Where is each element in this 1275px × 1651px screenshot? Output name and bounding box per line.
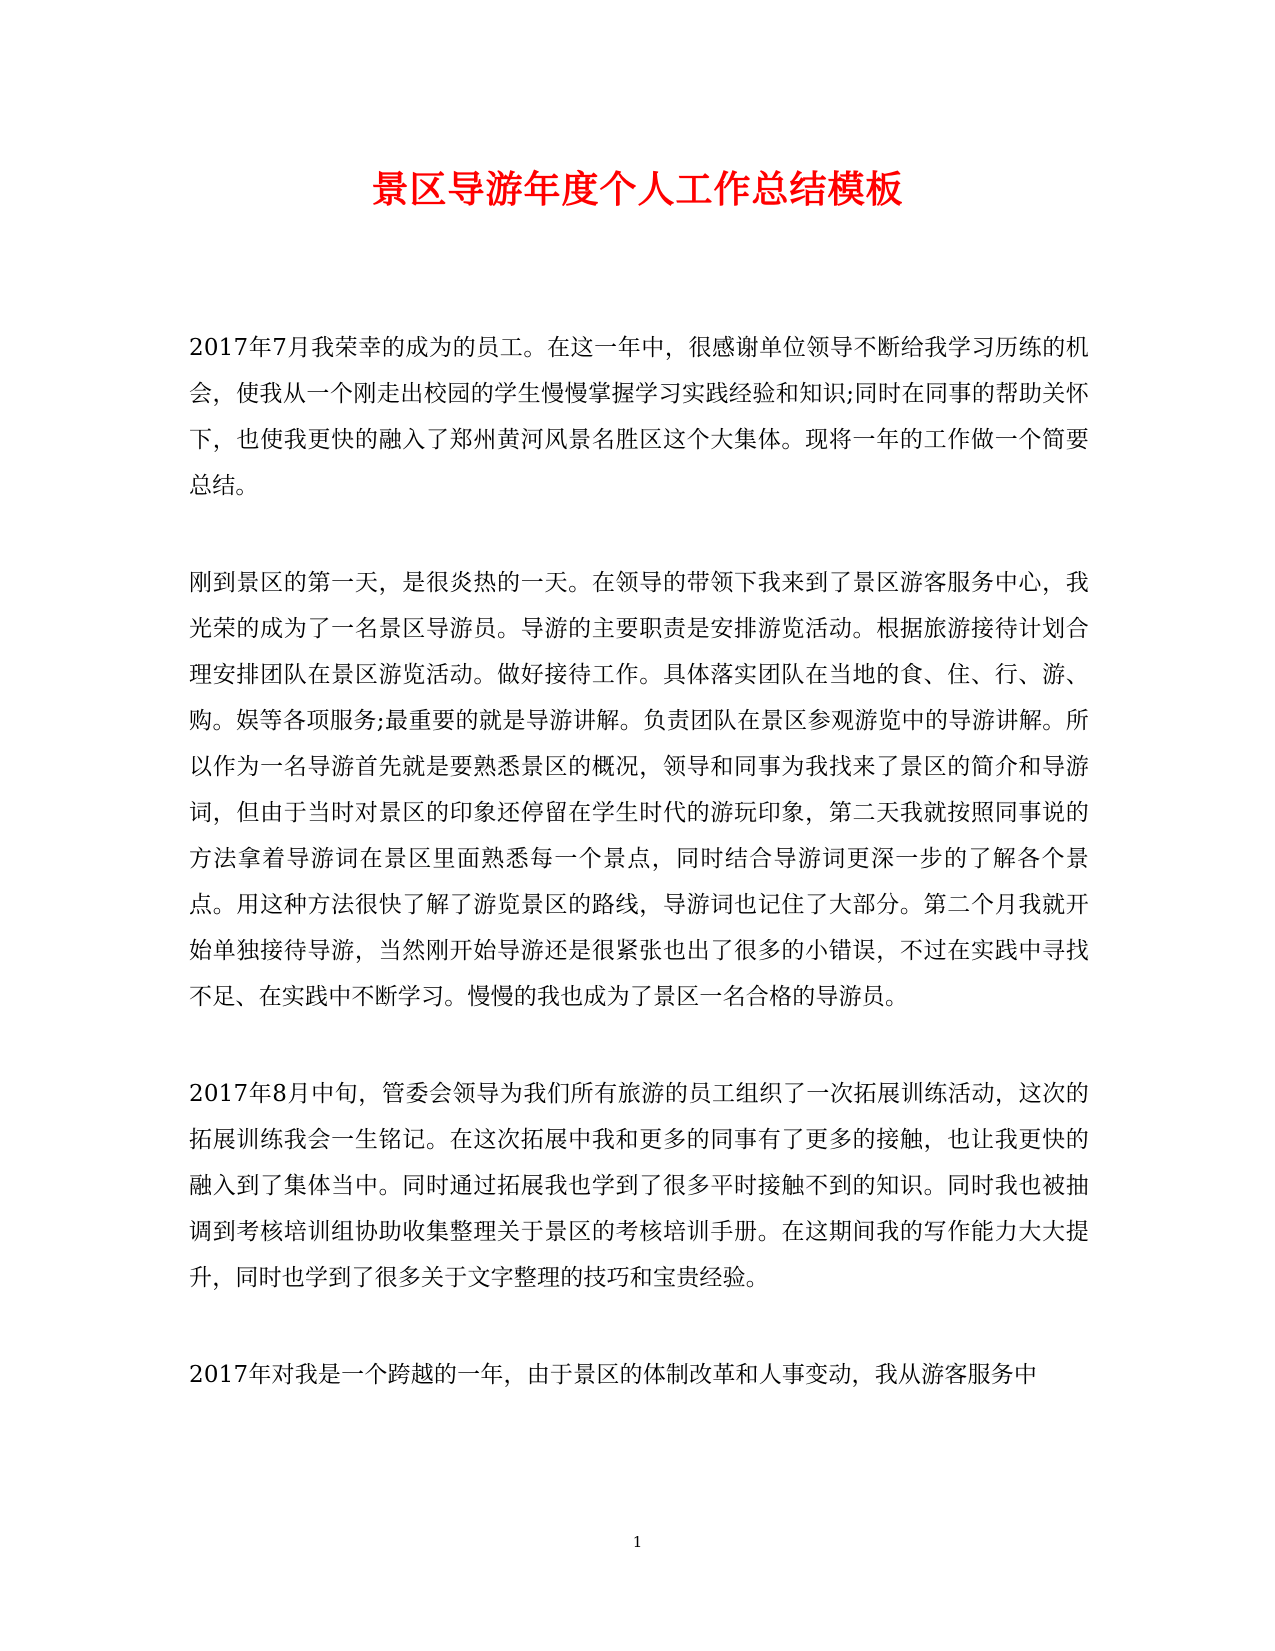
page-number: 1 <box>632 1533 643 1551</box>
paragraph-2: 刚到景区的第一天，是很炎热的一天。在领导的带领下我来到了景区游客服务中心，我光荣的成为了一名景区导游员。导游的主要职责是安排游览活动。根据旅游接待计划合理安排团队在景区游览活动。做好接待工作。具体落实团队在当地的食、住、行、游、购。娱等各项服务;最重要的就是导游讲解。负责团队在景区参观游览中的导游讲解。所以作为一名导游首先就是要熟悉景区的概况，领导和同事为我找来了景区的简介和导游词，但由于当时对景区的印象还停留在学生时代的游玩印象，第二天我就按照同事说的方法拿着导游词在景区里面熟悉每一个景点，同时结合导游词更深一步的了解各个景点。用这种方法很快了解了游览景区的路线，导游词也记住了大部分。第二个月我就开始单独接待导游，当然刚开始导游还是很紧张也出了很多的小错误，不过在实践中寻找不足、在实践中不断学习。慢慢的我也成为了景区一名合格的导游员。 <box>189 570 1089 1010</box>
paragraph-4: 2017年对我是一个跨越的一年，由于景区的体制改革和人事变动，我从游客服务中 <box>189 1362 1038 1388</box>
document-body <box>189 325 1089 1449</box>
paragraph-3: 2017年8月中旬，管委会领导为我们所有旅游的员工组织了一次拓展训练活动，这次的拓展训练我会一生铭记。在这次拓展中我和更多的同事有了更多的接触，也让我更快的融入到了集体当中。同时通过拓展我也学到了很多平时接触不到的知识。同时我也被抽调到考核培训组协助收集整理关于景区的考核培训手册。在这期间我的写作能力大大提升，同时也学到了很多关于文字整理的技巧和宝贵经验。 <box>189 1081 1089 1291</box>
document-title: 景区导游年度个人工作总结模板 <box>371 167 904 211</box>
paragraph-1: 2017年7月我荣幸的成为的员工。在这一年中，很感谢单位领导不断给我学习历练的机会，使我从一个刚走出校园的学生慢慢掌握学习实践经验和知识;同时在同事的帮助关怀下，也使我更快的融入了郑州黄河风景名胜区这个大集体。现将一年的工作做一个简要总结。 <box>189 335 1089 499</box>
